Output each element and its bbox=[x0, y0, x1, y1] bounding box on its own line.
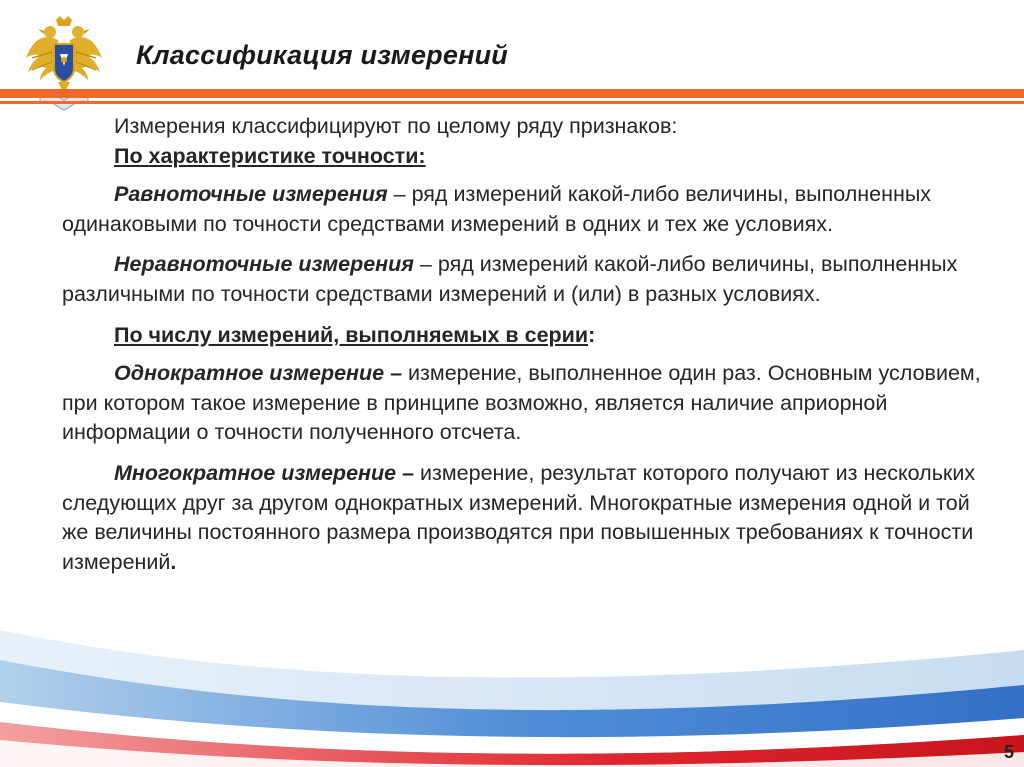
definition-single-measurement-text: измерение, выполненное один раз. Основным условием, при котором такое измерение в принципе возможно, является наличие априорной информации о точности полученного отсчета. bbox=[62, 361, 981, 445]
page-number: 5 bbox=[1003, 742, 1014, 762]
double-headed-eagle-emblem-icon bbox=[22, 14, 106, 114]
definition-single-measurement bbox=[62, 359, 997, 448]
slide-body bbox=[62, 112, 997, 577]
term-single-measurement: Однократное измерение – bbox=[114, 361, 403, 386]
intro-text: Измерения классифицируют по целому ряду признаков: bbox=[114, 114, 678, 138]
definition-equal-accuracy bbox=[62, 180, 997, 239]
term-unequal-accuracy: Неравноточные измерения bbox=[114, 252, 414, 277]
definition-multiple-measurement-text: измерение, результат которого получают из нескольких следующих друг за другом однократных измерений. Многократные измерения одной и той же величины постоянного размера производятся при повышенных требованиях к точности измерений bbox=[62, 460, 976, 574]
term-equal-accuracy: Равноточные измерения bbox=[114, 182, 388, 207]
slide-title: Классификация измерений bbox=[136, 40, 508, 70]
decorative-waves bbox=[0, 590, 1024, 767]
section-heading-accuracy bbox=[62, 142, 997, 172]
definition-unequal-accuracy bbox=[62, 250, 997, 309]
section-heading-count-colon: : bbox=[588, 322, 596, 347]
section-heading-count bbox=[62, 321, 997, 351]
definition-unequal-accuracy-text: – ряд измерений какой-либо величины, выполненных различными по точности средствами измерений и (или) в разных условиях. bbox=[62, 252, 958, 306]
section-heading-accuracy-text: По характеристике точности: bbox=[114, 143, 426, 168]
definition-multiple-measurement-end: . bbox=[170, 549, 177, 574]
definition-equal-accuracy-text: – ряд измерений какой-либо величины, выполненных одинаковыми по точности средствами измерений в одних и тех же условиях. bbox=[62, 182, 932, 236]
definition-multiple-measurement bbox=[62, 459, 997, 577]
header-divider-thin bbox=[0, 101, 1024, 104]
section-heading-count-text: По числу измерений, выполняемых в серии bbox=[114, 322, 589, 347]
header-divider bbox=[0, 89, 1024, 98]
term-multiple-measurement: Многократное измерение – bbox=[114, 460, 415, 485]
